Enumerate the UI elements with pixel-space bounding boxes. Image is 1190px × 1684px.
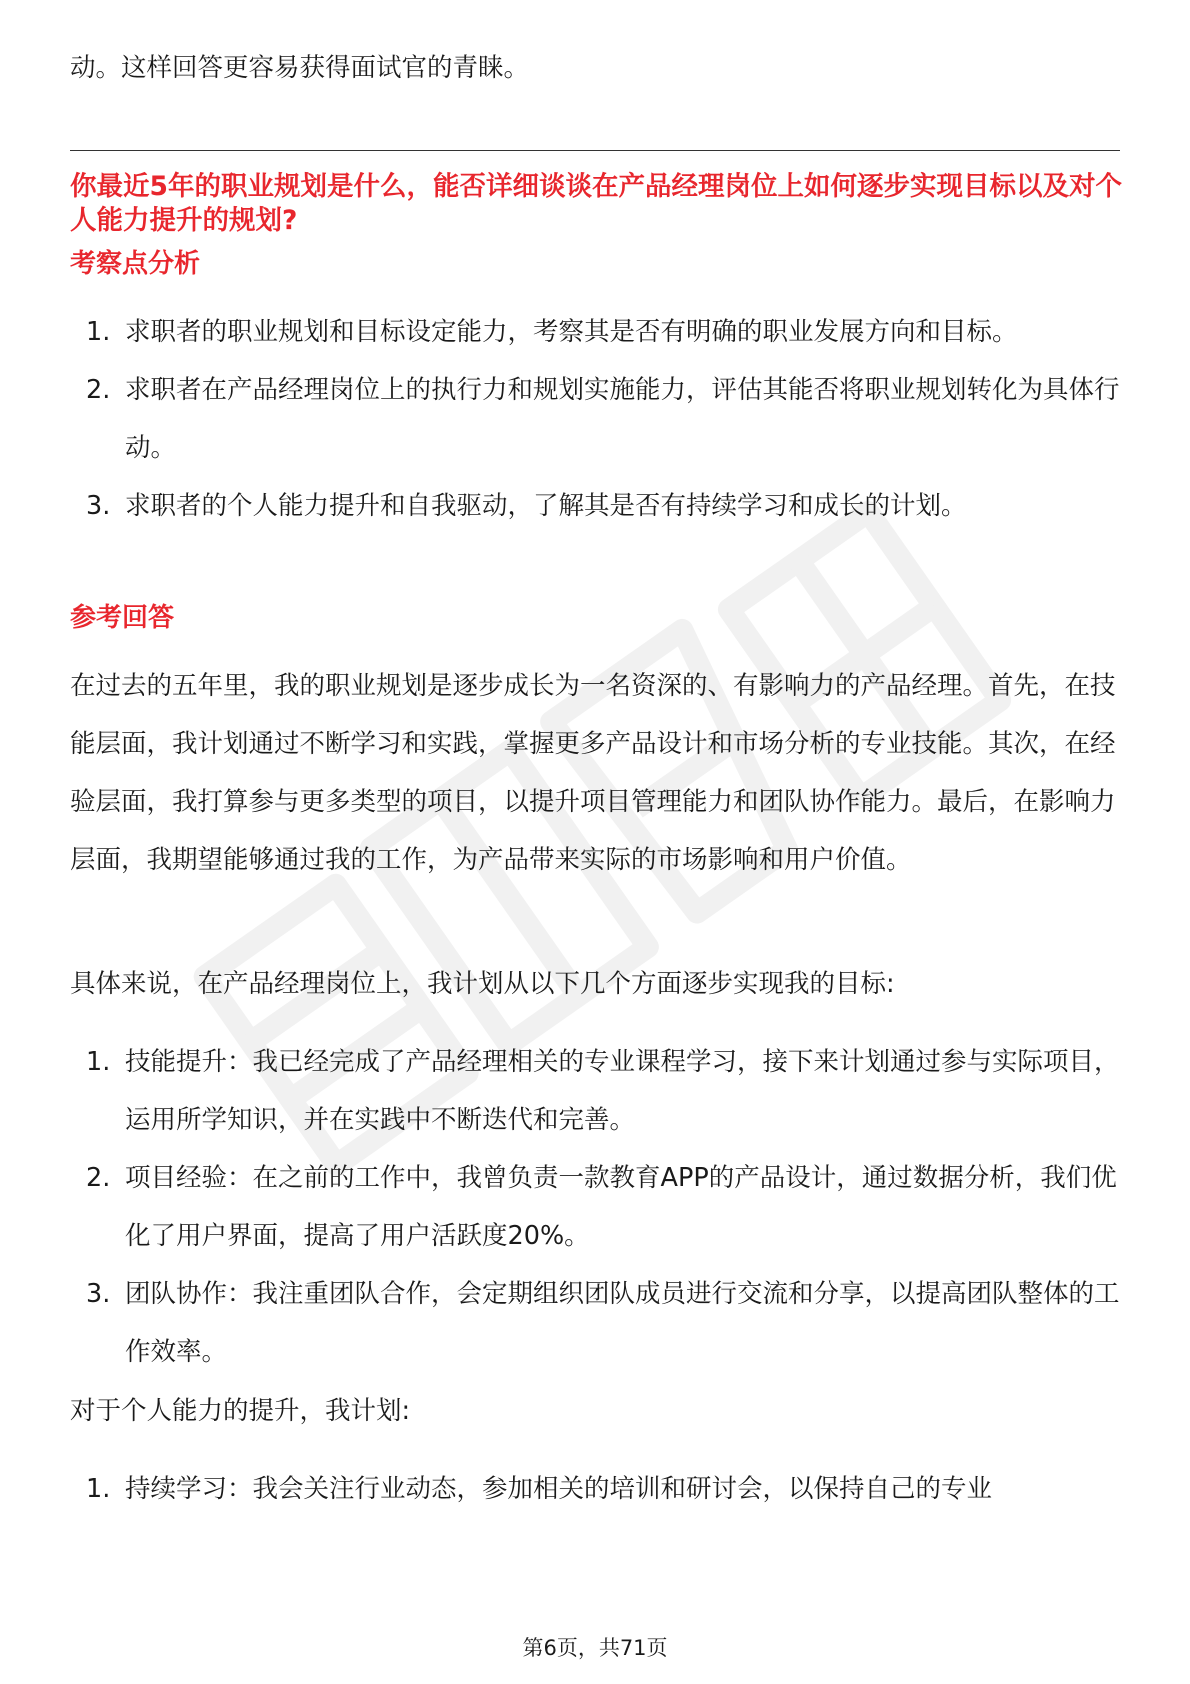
list-item — [70, 1265, 1120, 1381]
list-item-number: 3. — [86, 1279, 111, 1309]
list-item-number: 1. — [86, 1474, 111, 1504]
ability-list — [70, 1460, 1120, 1518]
answer-section-title: 参考回答 — [70, 603, 175, 633]
list-item-text: 求职者的个人能力提升和自我驱动，了解其是否有持续学习和成长的计划。 — [125, 491, 967, 521]
goal-list — [70, 1033, 1120, 1381]
list-item — [70, 1460, 1120, 1518]
list-item-text: 持续学习：我会关注行业动态，参加相关的培训和研讨会，以保持自己的专业 — [125, 1474, 993, 1504]
list-item-text: 求职者的职业规划和目标设定能力，考察其是否有明确的职业发展方向和目标。 — [125, 317, 1018, 347]
interview-question: 你最近5年的职业规划是什么，能否详细谈谈在产品经理岗位上如何逐步实现目标以及对个人能力提升的规划? — [70, 171, 1122, 236]
list-item — [70, 361, 1120, 477]
list-item-number: 2. — [86, 1163, 111, 1193]
continued-text-line: 动。这样回答更容易获得面试官的青睐。 — [70, 53, 530, 83]
list-item — [70, 1149, 1120, 1265]
list-item-text: 技能提升：我已经完成了产品经理相关的专业课程学习，接下来计划通过参与实际项目，运用所学知识，并在实践中不断迭代和完善。 — [125, 1047, 1120, 1135]
list-item — [70, 477, 1120, 535]
list-item — [70, 303, 1120, 361]
list-item-number: 1. — [86, 1047, 111, 1077]
list-item-text: 项目经验：在之前的工作中，我曾负责一款教育APP的产品设计，通过数据分析，我们优化了用户界面，提高了用户活跃度20%。 — [125, 1163, 1117, 1251]
answer-paragraph: 对于个人能力的提升，我计划: — [70, 1396, 411, 1426]
analysis-section-title: 考察点分析 — [70, 249, 201, 279]
list-item-number: 3. — [86, 491, 111, 521]
answer-paragraph: 在过去的五年里，我的职业规划是逐步成长为一名资深的、有影响力的产品经理。首先，在技能层面，我计划通过不断学习和实践，掌握更多产品设计和市场分析的专业技能。其次，在经验层面，我打算参与更多类型的项目，以提升项目管理能力和团队协作能力。最后，在影响力层面，我期望能够通过我的工作，为产品带来实际的市场影响和用户价值。 — [70, 671, 1116, 875]
list-item — [70, 1033, 1120, 1149]
list-item-number: 1. — [86, 317, 111, 347]
list-item-text: 求职者在产品经理岗位上的执行力和规划实施能力，评估其能否将职业规划转化为具体行动。 — [125, 375, 1120, 463]
page-number-footer: 第6页，共71页 — [522, 1636, 668, 1660]
answer-paragraph: 具体来说，在产品经理岗位上，我计划从以下几个方面逐步实现我的目标: — [70, 969, 895, 999]
list-item-number: 2. — [86, 375, 111, 405]
section-divider — [70, 150, 1120, 151]
analysis-list — [70, 303, 1120, 535]
list-item-text: 团队协作：我注重团队合作，会定期组织团队成员进行交流和分享，以提高团队整体的工作效率。 — [125, 1279, 1120, 1367]
